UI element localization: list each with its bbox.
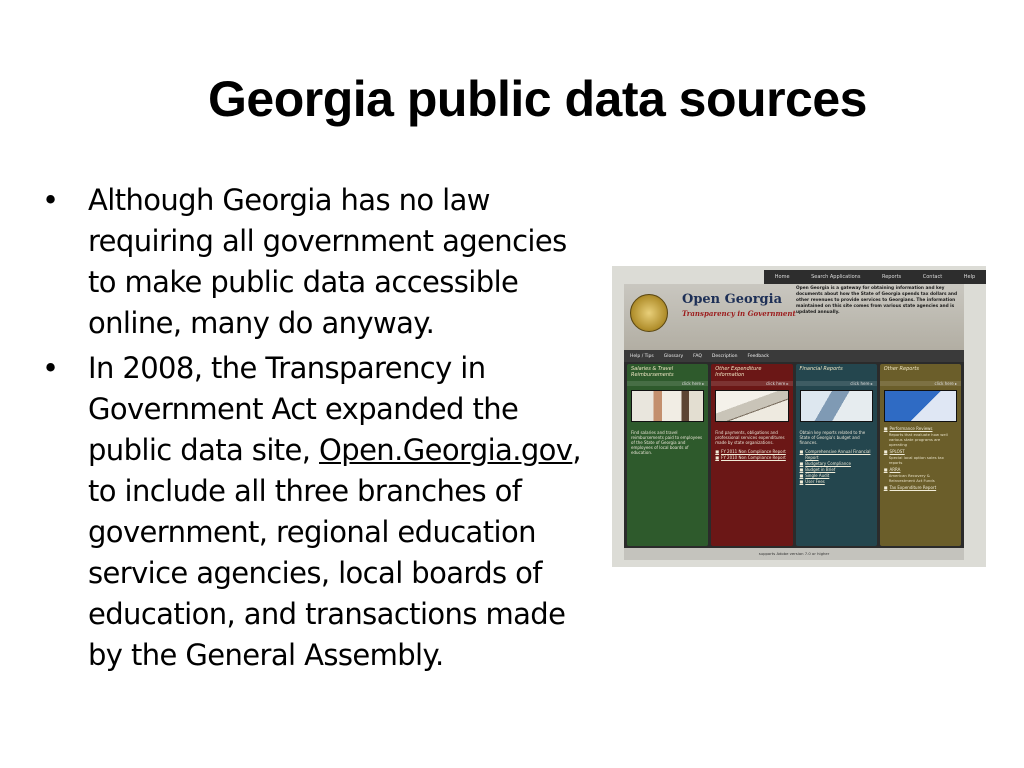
bullet-item [40, 348, 600, 676]
panel-link: ■ ARRA [884, 467, 957, 473]
panel-note: Reports that evaluate how well various state programs are operating [888, 432, 948, 447]
bullet-item [40, 180, 600, 344]
panel-note: American Recovery & Reinvestment Act Funds [888, 473, 935, 483]
site-panels [624, 362, 964, 548]
panel-links [796, 449, 877, 485]
panel-title: Salaries & Travel Reimbursements [631, 366, 674, 378]
site-top-nav [764, 270, 986, 284]
toolbar-faq: FAQ [693, 353, 702, 359]
toolbar-help-tips: Help / Tips [630, 353, 654, 359]
georgia-seal-icon [630, 294, 668, 332]
panel-link: ■ Single Audit [800, 473, 873, 479]
site-brand [682, 292, 806, 326]
panel-description: Find salaries and travel reimbursements paid to employees of the State of Georgia and employees of local boards of education. [631, 430, 703, 455]
bullet-list [40, 180, 600, 676]
bullet-marker: • [42, 183, 59, 217]
site-footer: supports Adobe version 7.0 or higher [624, 548, 964, 560]
slide-title: Georgia public data sources [208, 71, 867, 127]
panel-link: ■ Budget in Brief [800, 467, 873, 473]
bullet-text: In 2008, the Transparency in Government Act expanded the public data site, [88, 351, 519, 467]
click-here-link: click here ▸ [711, 381, 792, 386]
nav-reports: Reports [881, 274, 902, 280]
panel-title: Other Expenditure Information [715, 366, 762, 378]
open-georgia-link[interactable]: Open.Georgia.gov [319, 433, 573, 467]
brand-subtitle: Transparency in Government [682, 309, 796, 318]
site-toolbar [624, 350, 964, 362]
panel-link: ■ Tax Expenditure Report [884, 485, 957, 491]
brand-title: Open Georgia [682, 292, 783, 307]
panel-link: ■ User Fees [800, 479, 873, 485]
bullet-text: Although Georgia has no law requiring all government agencies to make public data accessible online, many do anyway. [88, 183, 567, 340]
panel-title: Other Reports [883, 366, 919, 372]
panel-other-reports [880, 364, 961, 546]
panel-link: ■ Comprehensive Annual Financial Report [800, 449, 873, 461]
toolbar-description: Description [711, 353, 738, 359]
panel-financial-reports [796, 364, 877, 546]
site-header [624, 284, 964, 350]
open-georgia-screenshot [612, 266, 986, 567]
click-here-link: click here ▸ [880, 381, 961, 386]
nav-home: Home [774, 274, 790, 280]
panel-note: Special local option sales tax reports [888, 455, 944, 465]
panel-salaries [627, 364, 708, 546]
toolbar-glossary: Glossary [663, 353, 684, 359]
panel-photo [631, 390, 704, 422]
panel-link: ■ SPLOST [884, 449, 957, 455]
panel-links [711, 449, 792, 461]
panel-photo [884, 390, 957, 422]
bullet-marker: • [42, 351, 59, 385]
panel-other-expenditure [711, 364, 792, 546]
panel-description: Find payments, obligations and professional services expenditures made by state organizations. [715, 430, 785, 445]
bullet-text-continued: , to include all three branches of government, regional education service agencies, local boards of education, and transactions made by the General Assembly. [88, 433, 581, 672]
panel-photo [800, 390, 873, 422]
nav-contact: Contact [922, 274, 943, 280]
toolbar-feedback: Feedback [747, 353, 769, 359]
site-intro: Open Georgia is a gateway for obtaining information and key documents about how the State of Georgia spends tax dollars and other revenues to provide services to Georgians. The information maintained on this site comes from various state agencies and is updated annually. [796, 286, 958, 315]
nav-help: Help [963, 274, 976, 280]
panel-link: ■ Budgetary Compliance [800, 461, 873, 467]
panel-photo [715, 390, 788, 422]
panel-title: Financial Reports [799, 366, 843, 372]
panel-description: Obtain key reports related to the State of Georgia's budget and finances. [799, 430, 866, 445]
nav-search-applications: Search Applications [811, 274, 861, 280]
panel-link: ■ FY 2010 Non Compliance Report [715, 455, 788, 461]
panel-link: ■ Performance Reviews [884, 426, 957, 432]
click-here-link: click here ▸ [627, 381, 708, 386]
panel-links [880, 485, 961, 491]
click-here-link: click here ▸ [796, 381, 877, 386]
panel-link: ■ FY 2011 Non Compliance Report [715, 449, 788, 455]
